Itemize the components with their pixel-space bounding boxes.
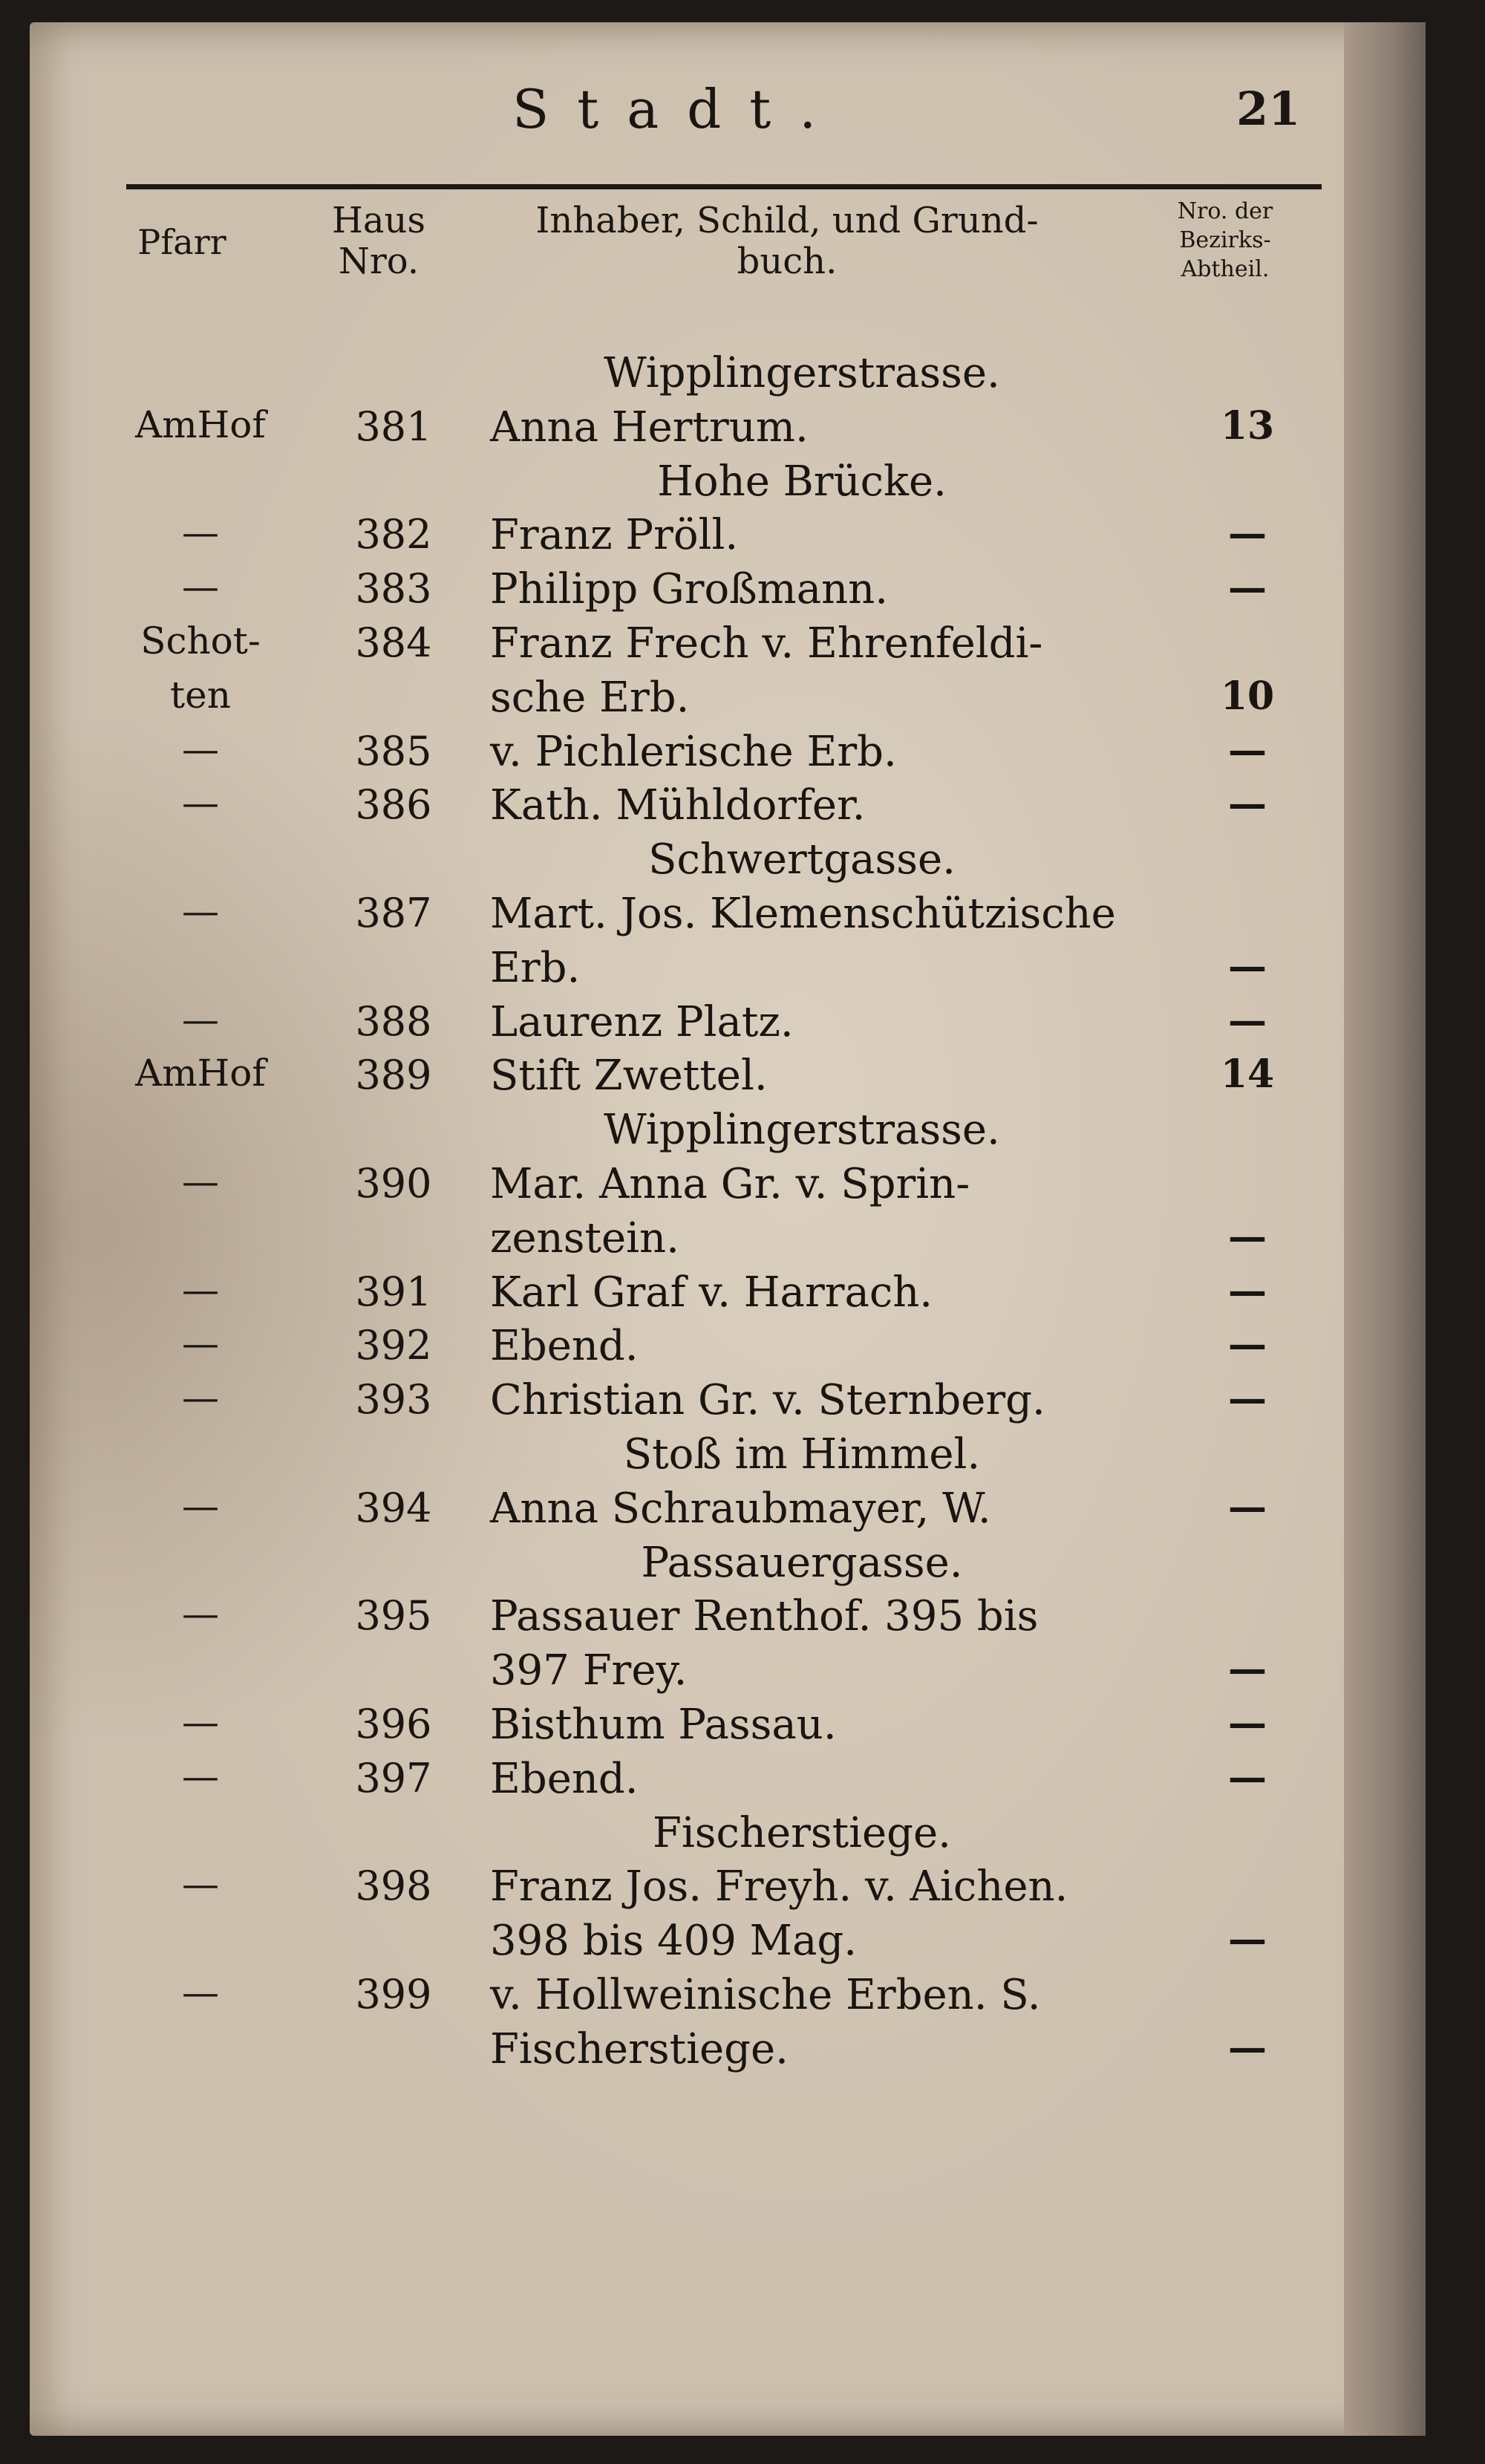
- header-haus-nro: Haus Nro.: [331, 200, 426, 283]
- house-number-cell: 397: [355, 1755, 432, 1802]
- pfarr-cell: Schot-: [140, 619, 261, 662]
- owner-name-cell: Laurenz Platz.: [490, 998, 794, 1046]
- pfarr-cell: —: [182, 728, 219, 771]
- owner-name-cell: Stift Zwettel.: [490, 1052, 768, 1100]
- running-head: Stadt.: [512, 78, 845, 140]
- pfarr-cell: AmHof: [135, 1052, 266, 1095]
- pfarr-cell: —: [182, 565, 219, 608]
- pfarr-cell: —: [182, 1862, 219, 1906]
- pfarr-cell: —: [182, 511, 219, 554]
- street-heading: Wipplingerstrasse.: [604, 1106, 1000, 1154]
- owner-name-cell: 397 Frey.: [490, 1646, 688, 1695]
- owner-name-cell: Anna Schraubmayer, W.: [490, 1484, 991, 1533]
- page-number: 21: [1236, 82, 1301, 136]
- street-heading: Stoß im Himmel.: [623, 1430, 981, 1479]
- owner-name-cell: Kath. Mühldorfer.: [490, 781, 866, 830]
- owner-name-cell: Ebend.: [490, 1755, 639, 1803]
- bezirk-cell: —: [1228, 781, 1267, 827]
- pfarr-cell: —: [182, 1484, 219, 1528]
- owner-name-cell: Franz Pröll.: [490, 511, 739, 559]
- pfarr-cell: —: [182, 781, 219, 824]
- pfarr-cell: —: [182, 1160, 219, 1203]
- owner-name-cell: Mart. Jos. Klemenschützische: [490, 890, 1116, 938]
- owner-name-cell: Karl Graf v. Harrach.: [490, 1268, 933, 1317]
- owner-name-cell: Erb.: [490, 944, 581, 992]
- house-number-cell: 387: [355, 890, 432, 936]
- bezirk-cell: —: [1228, 1646, 1267, 1692]
- bezirk-cell: —: [1228, 1214, 1267, 1259]
- pfarr-cell: AmHof: [135, 403, 266, 446]
- house-number-cell: 382: [355, 511, 432, 558]
- bezirk-cell: 13: [1220, 403, 1275, 449]
- house-number-cell: 388: [355, 998, 432, 1045]
- bezirk-cell: —: [1228, 1917, 1267, 1962]
- owner-name-cell: Ebend.: [490, 1322, 639, 1370]
- house-number-cell: 389: [355, 1052, 432, 1098]
- house-number-cell: 391: [355, 1268, 432, 1315]
- page-gutter: [1344, 22, 1426, 2436]
- pfarr-cell: —: [182, 1592, 219, 1635]
- house-number-cell: 396: [355, 1701, 432, 1747]
- bezirk-cell: —: [1228, 1376, 1267, 1421]
- owner-name-cell: v. Pichlerische Erb.: [490, 728, 897, 776]
- house-number-cell: 394: [355, 1484, 432, 1531]
- header-inhaber: Inhaber, Schild, und Grund- buch.: [535, 200, 1039, 283]
- bezirk-cell: —: [1228, 944, 1267, 989]
- pfarr-cell: —: [182, 1701, 219, 1744]
- bezirk-cell: —: [1228, 2025, 1267, 2070]
- bezirk-cell: —: [1228, 1268, 1267, 1314]
- street-heading: Hohe Brücke.: [657, 457, 947, 506]
- owner-name-cell: Franz Jos. Freyh. v. Aichen.: [490, 1862, 1068, 1911]
- pfarr-cell: ten: [170, 674, 231, 717]
- street-heading: Fischerstiege.: [653, 1809, 951, 1857]
- pfarr-cell: —: [182, 890, 219, 933]
- pfarr-cell: —: [182, 1322, 219, 1365]
- owner-name-cell: Passauer Renthof. 395 bis: [490, 1592, 1039, 1640]
- bezirk-cell: —: [1228, 565, 1267, 610]
- owner-name-cell: v. Hollweinische Erben. S.: [490, 1971, 1041, 2019]
- bezirk-cell: —: [1228, 1755, 1267, 1800]
- owner-name-cell: 398 bis 409 Mag.: [490, 1917, 858, 1965]
- pfarr-cell: —: [182, 998, 219, 1041]
- owner-name-cell: Fischerstiege.: [490, 2025, 789, 2073]
- pfarr-cell: —: [182, 1376, 219, 1419]
- house-number-cell: 395: [355, 1592, 432, 1639]
- house-number-cell: 386: [355, 781, 432, 828]
- owner-name-cell: Bisthum Passau.: [490, 1701, 837, 1749]
- street-heading: Schwertgasse.: [648, 835, 956, 884]
- pfarr-cell: —: [182, 1755, 219, 1798]
- header-rule: [126, 184, 1322, 189]
- house-number-cell: 393: [355, 1376, 432, 1423]
- header-bezirk: Nro. der Bezirks- Abtheil.: [1177, 198, 1273, 282]
- bezirk-cell: —: [1228, 1484, 1267, 1530]
- bezirk-cell: —: [1228, 1322, 1267, 1367]
- owner-name-cell: Christian Gr. v. Sternberg.: [490, 1376, 1045, 1424]
- owner-name-cell: Mar. Anna Gr. v. Sprin-: [490, 1160, 970, 1208]
- house-number-cell: 398: [355, 1862, 432, 1909]
- bezirk-cell: 10: [1220, 674, 1275, 719]
- pfarr-cell: —: [182, 1971, 219, 2014]
- house-number-cell: 381: [355, 403, 432, 450]
- owner-name-cell: zenstein.: [490, 1214, 679, 1262]
- house-number-cell: 392: [355, 1322, 432, 1369]
- bezirk-cell: —: [1228, 728, 1267, 773]
- owner-name-cell: Anna Hertrum.: [490, 403, 809, 452]
- pfarr-cell: —: [182, 1268, 219, 1311]
- house-number-cell: 390: [355, 1160, 432, 1207]
- bezirk-cell: —: [1228, 1701, 1267, 1746]
- street-heading: Passauergasse.: [641, 1539, 963, 1587]
- bezirk-cell: 14: [1220, 1052, 1275, 1097]
- house-number-cell: 383: [355, 565, 432, 612]
- street-heading: Wipplingerstrasse.: [604, 349, 1000, 397]
- bezirk-cell: —: [1228, 998, 1267, 1043]
- header-pfarr: Pfarr: [137, 222, 226, 262]
- house-number-cell: 399: [355, 1971, 432, 2018]
- bezirk-cell: —: [1228, 511, 1267, 556]
- house-number-cell: 385: [355, 728, 432, 775]
- owner-name-cell: sche Erb.: [490, 674, 690, 722]
- owner-name-cell: Franz Frech v. Ehrenfeldi-: [490, 619, 1043, 668]
- house-number-cell: 384: [355, 619, 432, 666]
- owner-name-cell: Philipp Großmann.: [490, 565, 889, 613]
